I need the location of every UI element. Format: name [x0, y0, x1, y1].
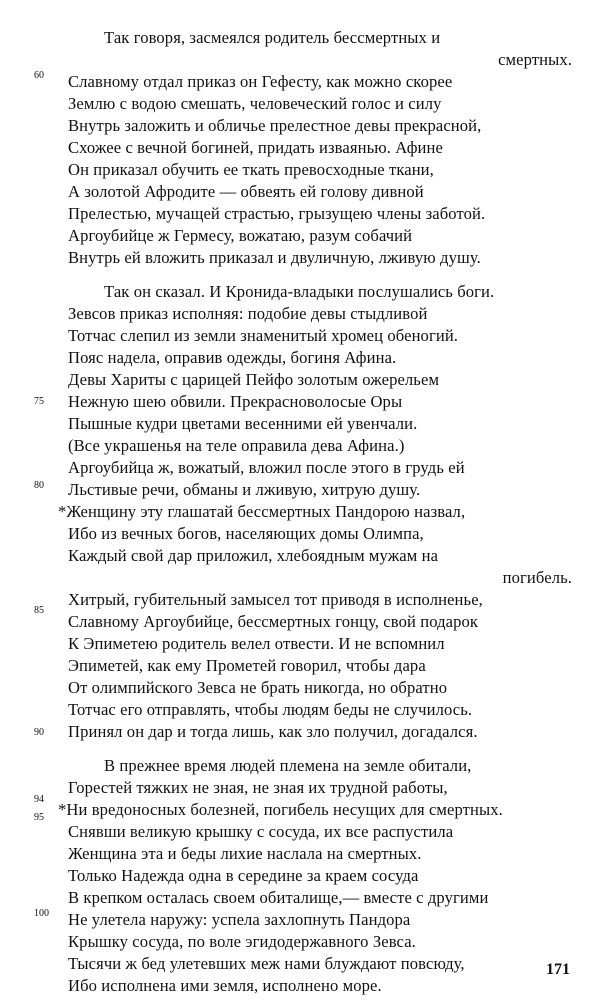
line-number: 100 — [34, 908, 49, 919]
verse-line: Хитрый, губительный замысел тот приводя в исполненье, — [68, 590, 483, 609]
verse-line: От олимпийского Зевса не брать никогда, но обратно — [68, 678, 448, 697]
verse-line: К Эпиметею родитель велел отвести. И не вспомнил — [68, 634, 445, 653]
line-number: 60 — [34, 70, 44, 81]
verse-line: В крепком осталась своем обиталище,— вместе с другими — [68, 888, 489, 907]
line-number: 85 — [34, 605, 44, 616]
line-number: 94 — [34, 794, 44, 805]
verse-line: Схожее с вечной богиней, придать изваянью. Афине — [68, 138, 443, 157]
verse-line: Тотчас слепил из земли знаменитый хромец обеногий. — [68, 326, 459, 345]
line-number: 95 — [34, 812, 44, 823]
verse-line: Не улетела наружу: успела захлопнуть Пандора — [68, 910, 411, 929]
verse-line: Внутрь заложить и обличье прелестное девы прекрасной, — [68, 116, 482, 135]
verse-line: А золотой Афродите — обвеять ей голову дивной — [68, 182, 424, 201]
verse-line: Пышные кудри цветами весенними ей увенчали. — [68, 414, 418, 433]
verse-line: Нежную шею обвили. Прекрасноволосые Оры — [68, 392, 403, 411]
verse-line: Так говоря, засмеялся родитель бессмертных и — [104, 28, 441, 47]
verse-line: Славному отдал приказ он Гефесту, как можно скорее — [68, 72, 453, 91]
page-number: 171 — [546, 961, 570, 978]
verse-line: (Все украшенья на теле оправила дева Афина.) — [68, 436, 405, 455]
verse-line-marked: *Женщину эту глашатай бессмертных Пандорою назвал, — [58, 502, 466, 521]
verse-line: Льстивые речи, обманы и лживую, хитрую душу. — [68, 480, 421, 499]
verse-line: Пояс надела, оправив одежды, богиня Афина. — [68, 348, 397, 367]
verse-line: Только Надежда одна в середине за краем сосуда — [68, 866, 419, 885]
verse-line: Зевсов приказ исполняя: подобие девы стыдливой — [68, 304, 428, 323]
verse-line: Каждый свой дар приложил, хлебоядным мужам на — [68, 546, 439, 565]
verse-line: Землю с водою смешать, человеческий голос и силу — [68, 94, 442, 113]
verse-line: Славному Аргоубийце, бессмертных гонцу, свой подарок — [68, 612, 479, 631]
verse-line: Тотчас его отправлять, чтобы людям беды не случилось. — [68, 700, 473, 719]
verse-line: Аргоубийца ж, вожатый, вложил после этого в грудь ей — [68, 458, 465, 477]
verse-line-marked: *Ни вредоносных болезней, погибель несущих для смертных. — [58, 800, 503, 819]
verse-line: Так он сказал. И Кронида-владыки послушались боги. — [104, 282, 495, 301]
verse-line: Снявши великую крышку с сосуда, их все распустила — [68, 822, 454, 841]
verse-line: Девы Хариты с царицей Пейфо золотым ожерельем — [68, 370, 440, 389]
line-number: 80 — [34, 480, 44, 491]
verse-line: Прелестью, мучащей страстью, грызущею члены заботой. — [68, 204, 486, 223]
verse-line: Он приказал обучить ее ткать превосходные ткани, — [68, 160, 434, 179]
line-number: 75 — [34, 396, 44, 407]
verse-line-continuation: смертных. — [498, 50, 572, 69]
verse-line: Горестей тяжких не зная, не зная их трудной работы, — [68, 778, 448, 797]
verse-line: Аргоубийце ж Гермесу, вожатаю, разум собачий — [68, 226, 413, 245]
verse-line: Принял он дар и тогда лишь, как зло получил, догадался. — [68, 722, 478, 741]
verse-line: Крышку сосуда, по воле эгидодержавного Зевса. — [68, 932, 416, 951]
verse-line: Тысячи ж бед улетевших меж нами блуждают повсюду, — [68, 954, 465, 973]
verse-line-continuation: погибель. — [502, 568, 572, 587]
verse-line: Женщина эта и беды лихие наслала на смертных. — [68, 844, 422, 863]
verse-line: В прежнее время людей племена на земле обитали, — [104, 756, 472, 775]
line-number: 90 — [34, 727, 44, 738]
verse-line: Ибо из вечных богов, населяющих домы Олимпа, — [68, 524, 424, 543]
verse-line: Ибо исполнена ими земля, исполнено море. — [68, 976, 382, 995]
verse-line: Внутрь ей вложить приказал и двуличную, лживую душу. — [68, 248, 481, 267]
verse-line: Эпиметей, как ему Прометей говорил, чтобы дара — [68, 656, 426, 675]
